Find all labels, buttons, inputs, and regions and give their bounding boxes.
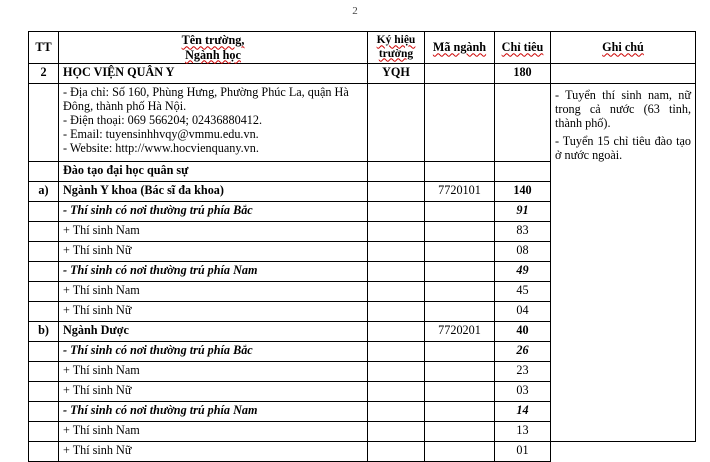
- page-number: 2: [352, 5, 358, 17]
- table-row: + Thí sinh Nam 13: [29, 422, 696, 442]
- major-name: Ngành Dược: [59, 322, 368, 342]
- school-contact: [59, 84, 368, 162]
- table-row: + Thí sinh Nữ 04: [29, 302, 696, 322]
- major-name: Ngành Y khoa (Bác sĩ đa khoa): [59, 182, 368, 202]
- table-row: + Thí sinh Nam 45: [29, 282, 696, 302]
- table-row: - Thí sinh có nơi thường trú phía Nam 49: [29, 262, 696, 282]
- school-tt: 2: [29, 64, 59, 84]
- table-row: + Thí sinh Nữ 01: [29, 442, 696, 462]
- major-code: 7720101: [425, 182, 495, 202]
- header-notes: Ghi chú: [551, 32, 696, 64]
- major-code: 7720201: [425, 322, 495, 342]
- header-row: [29, 32, 696, 64]
- major-quota: 40: [495, 322, 551, 342]
- table-row: - Thí sinh có nơi thường trú phía Nam 14: [29, 402, 696, 422]
- school-quota: 180: [495, 64, 551, 84]
- note-recruit-nationwide: - Tuyển thí sinh nam, nữ trong cả nước (63 tỉnh, thành phố).: [555, 88, 691, 131]
- table-row: - Thí sinh có nơi thường trú phía Bắc 91: [29, 202, 696, 222]
- school-notes: [551, 84, 696, 442]
- school-name: HỌC VIỆN QUÂN Y: [59, 64, 368, 84]
- school-row: [29, 64, 696, 84]
- header-code-symbol: Ký hiệu trường: [368, 32, 425, 64]
- header-quota: Chỉ tiêu: [495, 32, 551, 64]
- header-school-major: Tên trường, Ngành học: [59, 32, 368, 64]
- major-quota: 140: [495, 182, 551, 202]
- contact-row: [29, 84, 696, 162]
- admission-table: [28, 31, 696, 462]
- table-row: + Thí sinh Nữ 08: [29, 242, 696, 262]
- note-overseas: - Tuyển 15 chỉ tiêu đào tạo ở nước ngoài.: [555, 134, 691, 163]
- major-row-medicine: a) Ngành Y khoa (Bác sĩ đa khoa) 7720101 140: [29, 182, 696, 202]
- contact-address: - Địa chỉ: Số 160, Phùng Hưng, Phường Phúc La, quận Hà Đông, thành phố Hà Nội.: [63, 85, 349, 114]
- contact-website: - Website: http://www.hocvienquany.vn.: [63, 141, 259, 156]
- contact-email: - Email: tuyensinhhvqy@vmmu.edu.vn.: [63, 127, 259, 142]
- header-tt: TT: [29, 32, 59, 64]
- major-row-pharmacy: b) Ngành Dược 7720201 40: [29, 322, 696, 342]
- table-row: + Thí sinh Nữ 03: [29, 382, 696, 402]
- table-row: + Thí sinh Nam 83: [29, 222, 696, 242]
- contact-phone: - Điện thoại: 069 566204; 02436880412.: [63, 113, 263, 128]
- header-major-code: Mã ngành: [425, 32, 495, 64]
- training-label: Đào tạo đại học quân sự: [59, 162, 368, 182]
- school-code: YQH: [368, 64, 425, 84]
- table-row: - Thí sinh có nơi thường trú phía Bắc 26: [29, 342, 696, 362]
- table-row: + Thí sinh Nam 23: [29, 362, 696, 382]
